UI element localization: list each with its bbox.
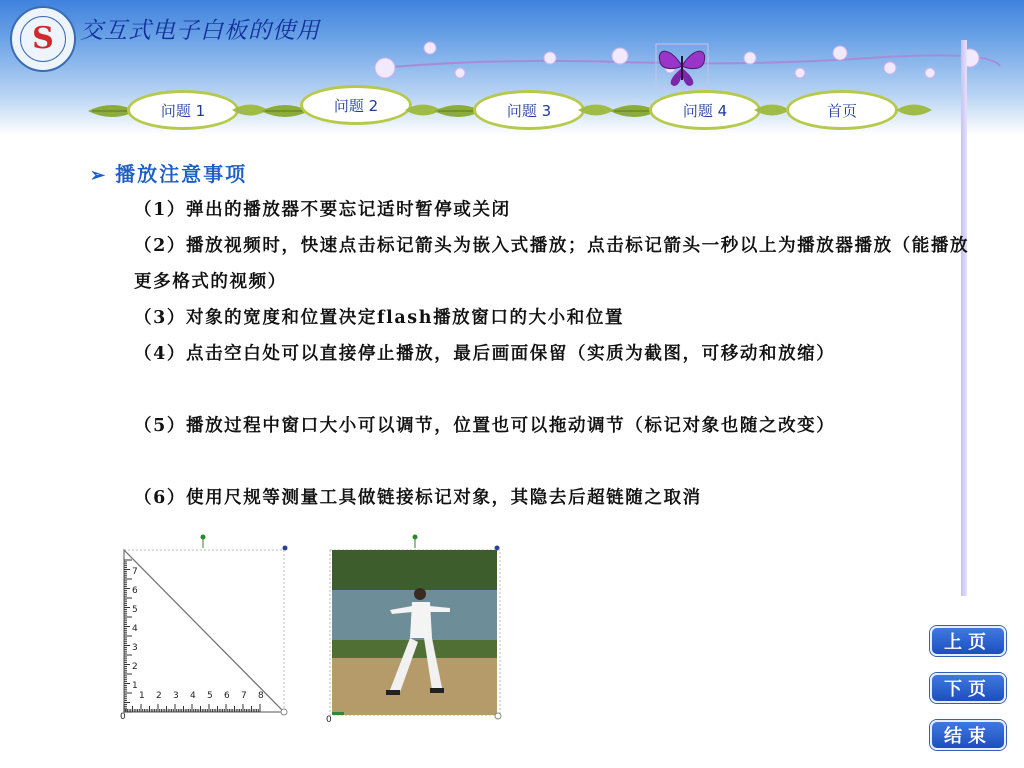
leaf-decoration-icon [894,97,934,123]
ruler-triangle-object[interactable] [112,530,312,725]
nav-home-button[interactable] [786,90,898,130]
nav-item-q1[interactable] [92,87,262,133]
ruler-h-tick-1: 1 [139,691,145,701]
ruler-origin-label: 0 [120,712,126,722]
video-object[interactable] [320,530,510,725]
nav-q3-label: 问题 3 [506,101,552,120]
prev-page-label: 上页 [944,632,992,653]
ruler-h-tick-8: 8 [258,691,264,701]
end-show-label: 结束 [944,726,992,747]
note-3: （3）对象的宽度和位置决定flash播放窗口的大小和位置 [134,308,625,328]
ruler-v-tick-5: 5 [132,605,138,615]
ruler-v-tick-4: 4 [132,624,138,634]
nav-q1-button[interactable] [127,90,239,130]
logo-emblem-icon: S [20,16,66,62]
university-logo [10,6,76,72]
next-page-label: 下页 [944,679,992,700]
arrow-bullet-icon: ➢ [90,165,108,186]
note-2: （2）播放视频时，快速点击标记箭头为嵌入式播放；点击标记箭头一秒以上为播放器播放（能播放更多格式的视频） [134,236,970,292]
video-origin-label: 0 [326,715,332,725]
ruler-v-tick-1: 1 [132,681,138,691]
ruler-v-tick-2: 2 [132,662,138,672]
nav-home-label: 首页 [826,101,857,120]
nav-q2-label: 问题 2 [333,96,379,115]
end-show-button[interactable] [930,720,1006,750]
nav-q2-button[interactable] [300,85,412,125]
nav-item-q2[interactable] [265,87,435,133]
note-5: （5）播放过程中窗口大小可以调节，位置也可以拖动调节（标记对象也随之改变） [134,416,836,436]
section-heading [90,158,247,187]
page-title: 交互式电子白板的使用 [80,18,320,44]
ruler-h-tick-2: 2 [156,691,162,701]
ruler-h-tick-3: 3 [173,691,179,701]
ruler-h-tick-6: 6 [224,691,230,701]
butterfly-icon [650,40,714,92]
ruler-h-tick-7: 7 [241,691,247,701]
nav-q4-label: 问题 4 [682,101,728,120]
ruler-h-tick-4: 4 [190,691,196,701]
nav-q1-label: 问题 1 [160,101,206,120]
nav-item-q4[interactable] [614,87,784,133]
section-title: 播放注意事项 [115,162,248,186]
ruler-v-tick-3: 3 [132,643,138,653]
note-6: （6）使用尺规等测量工具做链接标记对象，其隐去后超链随之取消 [134,488,702,508]
nav-q4-button[interactable] [649,90,761,130]
nav-item-q3[interactable] [438,87,608,133]
note-4: （4）点击空白处可以直接停止播放，最后画面保留（实质为截图，可移动和放缩） [134,344,836,364]
ruler-v-tick-6: 6 [132,586,138,596]
prev-page-button[interactable] [930,626,1006,656]
ruler-v-tick-7: 7 [132,567,138,577]
nav-q3-button[interactable] [473,90,585,130]
next-page-button[interactable] [930,673,1006,703]
ruler-h-tick-5: 5 [207,691,213,701]
nav-item-home[interactable] [786,87,956,133]
note-1: （1）弹出的播放器不要忘记适时暂停或关闭 [134,200,511,220]
